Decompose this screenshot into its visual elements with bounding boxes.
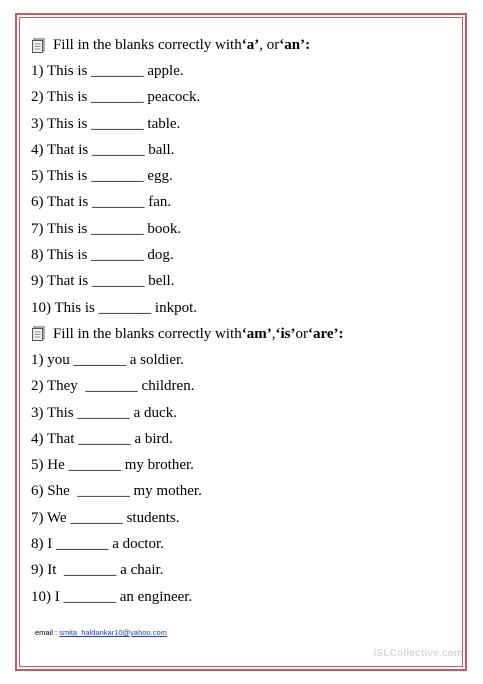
exercise-item: 10) This is _______ inkpot. <box>31 299 197 316</box>
email-link[interactable]: smita_haldankar10@yahoo.com <box>59 628 167 637</box>
exercise-item: 8) I _______ a doctor. <box>31 536 164 553</box>
exercise-item: 1) This is _______ apple. <box>31 63 184 79</box>
exercise-item: 3) This is _______ table. <box>31 115 181 132</box>
heading-colon: : <box>338 325 344 342</box>
section2-heading <box>31 321 451 347</box>
section1-heading-text: Fill in the blanks correctly with <box>53 37 242 53</box>
section1-heading <box>31 32 451 58</box>
option-a: ‘a’ <box>241 37 260 53</box>
notepad-icon <box>31 326 46 341</box>
exercise-item: 9) That is _______ bell. <box>31 273 175 290</box>
email-label: email : <box>35 628 60 637</box>
exercise-item: 2) This is _______ peacock. <box>31 89 201 106</box>
exercise-item: 1) you _______ a soldier. <box>31 351 184 368</box>
exercise-item: 10) I _______ an engineer. <box>31 588 193 605</box>
exercise-item: 5) He _______ my brother. <box>31 457 194 474</box>
exercise-item: 4) That _______ a bird. <box>31 430 173 447</box>
site-watermark: iSLCollective.com <box>373 648 463 659</box>
exercise-item: 3) This _______ a duck. <box>31 404 177 421</box>
heading-colon: : <box>305 37 311 53</box>
exercise-item: 9) It _______ a chair. <box>31 562 164 579</box>
exercise-item: 7) We _______ students. <box>31 509 180 526</box>
option-are: ‘are’ <box>307 325 339 342</box>
exercise-item: 4) That is _______ ball. <box>31 141 175 158</box>
exercise-item: 6) That is _______ fan. <box>31 194 172 211</box>
exercise-item: 8) This is _______ dog. <box>31 247 174 264</box>
exercise-item: 7) This is _______ book. <box>31 220 182 237</box>
option-am: ‘am’ <box>241 325 272 342</box>
exercise-item: 6) She _______ my mother. <box>31 483 202 500</box>
option-an: ‘an’ <box>279 37 306 53</box>
worksheet-content <box>31 32 451 610</box>
author-email <box>35 628 167 637</box>
exercise-item: 2) They _______ children. <box>31 378 195 395</box>
section2-heading-text: Fill in the blanks correctly with <box>53 325 242 342</box>
option-is: ‘is’ <box>275 325 296 342</box>
notepad-icon <box>31 38 46 53</box>
separator: , or <box>259 37 280 53</box>
separator: or <box>295 325 308 342</box>
section2-list <box>31 347 451 610</box>
separator: , <box>271 325 276 342</box>
exercise-item: 5) This is _______ egg. <box>31 168 173 185</box>
section1-list <box>31 58 451 321</box>
